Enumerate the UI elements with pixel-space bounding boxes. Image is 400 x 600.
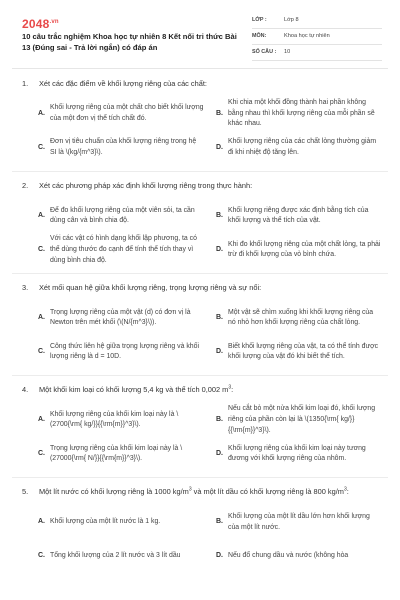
question-number: 1. bbox=[22, 79, 29, 88]
option-c[interactable]: C. Với các vật có hình dạng khối lập phương, ta có thể dùng thước đo cạnh để tính thể tích thay vì dùng bình chia độ. bbox=[38, 235, 197, 264]
option-b[interactable]: B. Một vật sẽ chìm xuống khi khối lượng riêng của nó nhỏ hơn khối lượng riêng của chất lỏng. bbox=[216, 308, 374, 327]
meta-label: LỚP : bbox=[252, 17, 267, 24]
meta-label: MÔN: bbox=[252, 33, 267, 40]
question-text: Xét mối quan hệ giữa khối lượng riêng, trọng lượng riêng và sự nổi: bbox=[39, 283, 262, 293]
option-b[interactable]: B. Nếu cắt bỏ một nửa khối kim loại đó, khối lượng riêng của phần còn lại là \(1350{\rm{ kg/}}{{\rm{m}}^3}\). bbox=[216, 405, 376, 434]
option-c[interactable]: C. Công thức liên hệ giữa trọng lượng riêng và khối lượng riêng là d = 10D. bbox=[38, 342, 199, 361]
option-a[interactable]: A. Khối lượng riêng của khối kim loại này là \(2700{\rm{ kg/}}{{\rm{m}}^3}\). bbox=[38, 410, 179, 429]
meta-value: Khoa học tự nhiên bbox=[284, 33, 330, 40]
question-5 bbox=[0, 486, 400, 573]
question-text: Xét các đặc điểm về khối lượng riêng của các chất: bbox=[39, 79, 207, 88]
meta-table bbox=[252, 13, 382, 61]
site-logo[interactable]: $2048^{.vn}$ bbox=[22, 17, 59, 31]
option-d[interactable]: D. Khối lượng riêng của các chất lỏng thường giảm đi khi nhiệt độ tăng lên. bbox=[216, 138, 377, 157]
meta-row-subject bbox=[252, 29, 382, 45]
meta-value: Lớp 8 bbox=[284, 17, 299, 24]
question-number: 3. bbox=[22, 283, 29, 293]
question-divider bbox=[12, 171, 388, 172]
question-number: 4. bbox=[22, 385, 29, 395]
option-a[interactable]: A. Khối lượng của một lít nước là 1 kg. bbox=[38, 518, 161, 526]
option-d[interactable]: D. Khi đo khối lượng riêng của một chất lỏng, ta phải trừ đi khối lượng của vỏ bình chứa. bbox=[216, 240, 381, 259]
question-divider bbox=[12, 477, 388, 478]
option-d[interactable]: D. Khối lượng riêng của khối kim loại này tương đương với khối lượng riêng của nhôm. bbox=[216, 444, 366, 463]
option-a[interactable]: A. Để đo khối lượng riêng của một viên sỏi, ta cần dùng cân và bình chia độ. bbox=[38, 206, 195, 225]
meta-row-count bbox=[252, 45, 382, 61]
option-c[interactable]: C. Đơn vị tiêu chuẩn của khối lượng riêng trong hệ SI là \(kg/{m^3}\). bbox=[38, 138, 197, 157]
question-number: 5. bbox=[22, 487, 29, 497]
question-3 bbox=[0, 282, 400, 369]
option-b[interactable]: B. Khối lượng riêng được xác định bằng tích của khối lượng và thể tích của vật. bbox=[216, 206, 369, 225]
option-b[interactable]: B. Khi chia một khối đồng thành hai phần không bằng nhau thì khối lượng riêng của mỗi phần sẽ khác nhau. bbox=[216, 99, 375, 128]
page-header bbox=[0, 0, 400, 64]
option-c[interactable]: C. Trọng lượng riêng của khối kim loại này là \(27000{\rm{ N/}}{{\rm{m}}^3}\). bbox=[38, 444, 183, 463]
question-text: Xét các phương pháp xác định khối lượng riêng trong thực hành: bbox=[39, 181, 253, 191]
option-a[interactable]: A. Trọng lượng riêng của một vật (d) có đơn vị là Newton trên mét khối (\(N/{m^3}\)). bbox=[38, 308, 191, 327]
question-list bbox=[0, 78, 400, 574]
meta-label: SỐ CÂU : bbox=[252, 49, 277, 56]
option-d[interactable]: D. Biết khối lượng riêng của vật, ta có thể tính được khối lượng của vật đó khi biết thể tích. bbox=[216, 342, 379, 361]
meta-row-grade bbox=[252, 13, 382, 29]
question-divider bbox=[12, 273, 388, 274]
question-4 bbox=[0, 384, 400, 471]
question-text: Một khối kim loại có khối lượng 5,4 kg và thể tích 0,002 $m^3$: bbox=[39, 384, 234, 395]
question-text: Một lít nước có khối lượng riêng là 1000 $kg/m^3$ và một lít dầu có khối lượng riêng là 800 $kg/m^3$: bbox=[39, 486, 349, 497]
option-b[interactable]: B. Khối lượng của một lít dầu lớn hơn khối lượng của một lít nước. bbox=[216, 512, 370, 531]
question-2 bbox=[0, 180, 400, 267]
option-d[interactable]: D. Nếu đổ chung dầu và nước (không hòa bbox=[216, 552, 349, 560]
question-divider bbox=[12, 375, 388, 376]
question-1 bbox=[0, 78, 400, 165]
header-divider bbox=[12, 68, 388, 69]
meta-value: 10 bbox=[284, 49, 291, 56]
option-a[interactable]: A. Khối lượng riêng của một chất cho biết khối lượng của một đơn vị thể tích chất đó. bbox=[38, 104, 204, 123]
option-c[interactable]: C. Tổng khối lượng của 2 lít nước và 3 lít dầu bbox=[38, 552, 181, 560]
question-number: 2. bbox=[22, 181, 29, 191]
document-title: 10 câu trắc nghiệm Khoa học tự nhiên 8 Kết nối tri thức Bài 13 (Đúng sai - Trả lời ngắn) có đáp án bbox=[22, 32, 237, 52]
